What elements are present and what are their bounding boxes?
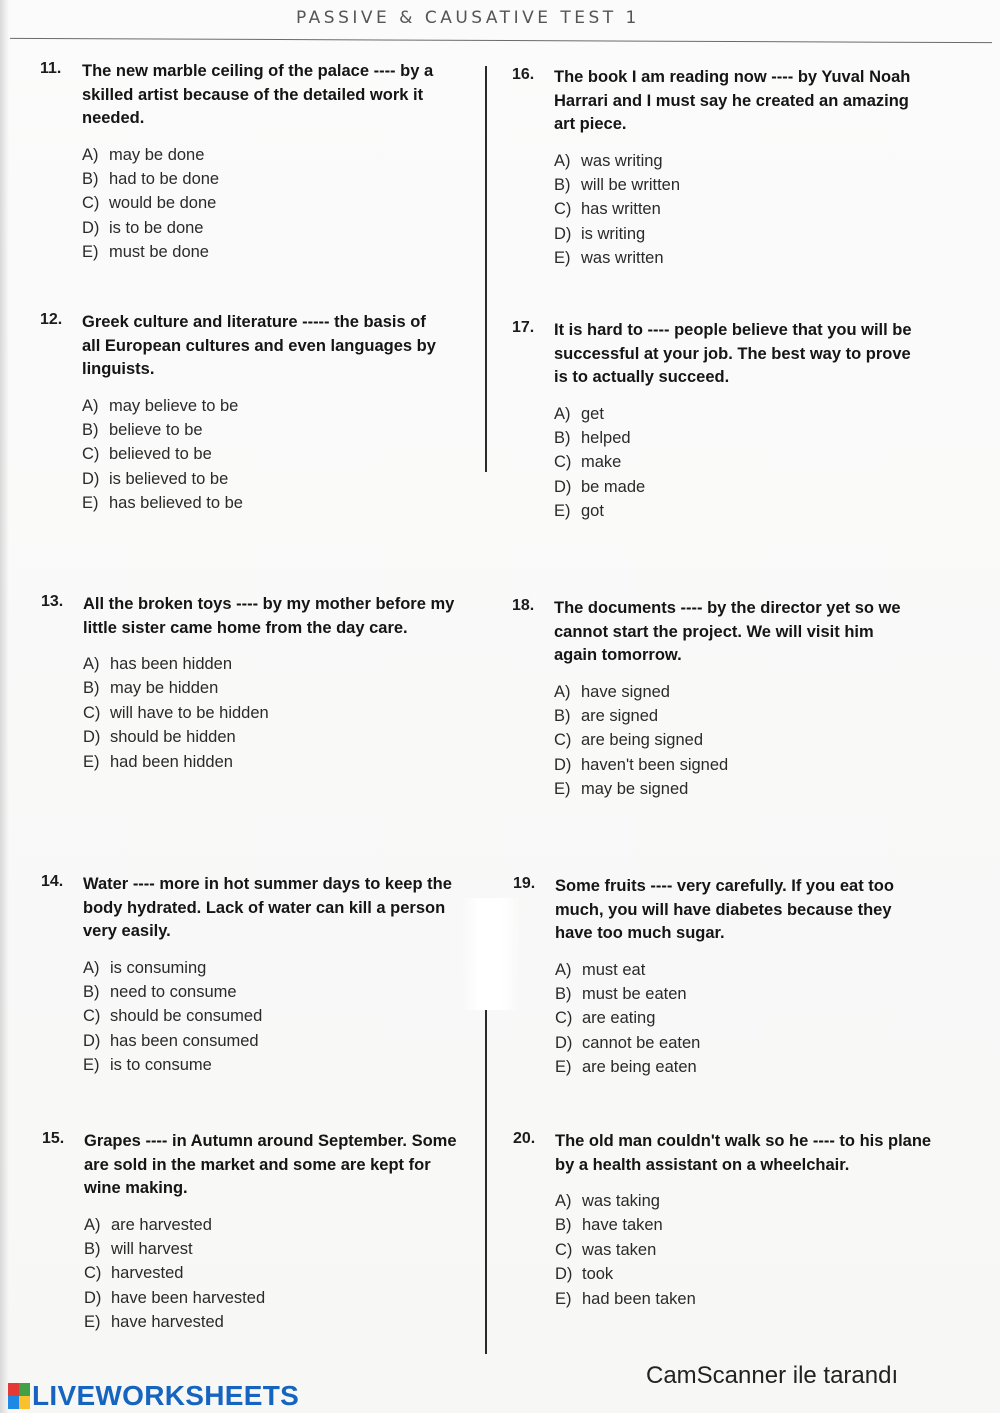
answer-option[interactable] xyxy=(554,499,922,523)
option-text: took xyxy=(582,1265,614,1284)
option-letter: B) xyxy=(554,175,571,194)
option-text: got xyxy=(581,502,604,521)
answer-option[interactable] xyxy=(555,1238,933,1262)
question-stem: The old man couldn't walk so he ---- to his plane by a health assistant on a wheelchair. xyxy=(555,1132,932,1174)
answer-option[interactable] xyxy=(554,173,912,197)
option-letter: A) xyxy=(554,682,571,701)
answer-option[interactable] xyxy=(555,1055,933,1079)
option-letter: E) xyxy=(82,243,99,262)
option-letter: C) xyxy=(82,194,100,213)
answer-options xyxy=(82,394,440,516)
option-text: was writing xyxy=(581,151,663,170)
option-letter: A) xyxy=(82,396,99,415)
answer-option[interactable] xyxy=(555,982,933,1006)
answer-option[interactable] xyxy=(555,1213,933,1237)
answer-option[interactable] xyxy=(554,680,912,704)
answer-option[interactable] xyxy=(555,1189,933,1213)
answer-option[interactable] xyxy=(82,191,465,215)
question-16 xyxy=(512,66,912,271)
answer-option[interactable] xyxy=(82,491,440,515)
option-letter: A) xyxy=(554,151,571,170)
camscanner-watermark: CamScanner ile tarandı xyxy=(646,1362,899,1389)
answer-options xyxy=(554,680,912,802)
answer-option[interactable] xyxy=(554,475,922,499)
answer-option[interactable] xyxy=(84,1286,462,1310)
option-text: believe to be xyxy=(109,420,203,439)
option-letter: B) xyxy=(554,428,571,447)
option-text: should be consumed xyxy=(110,1007,263,1026)
liveworksheets-brand-text: LIVEWORKSHEETS xyxy=(32,1380,300,1411)
answer-option[interactable] xyxy=(82,394,440,418)
answer-option[interactable] xyxy=(554,426,922,450)
question-stem: It is hard to ---- people believe that you will be successful at your job. The best way to prove is to actually succeed. xyxy=(554,321,912,386)
answer-option[interactable] xyxy=(82,216,465,240)
option-letter: A) xyxy=(555,1192,572,1210)
option-text: be made xyxy=(581,477,646,496)
option-text: is believed to be xyxy=(109,469,229,488)
answer-option[interactable] xyxy=(554,450,922,474)
option-text: was taking xyxy=(582,1192,660,1210)
option-text: may be hidden xyxy=(110,679,219,698)
option-text: believed to be xyxy=(109,445,212,464)
option-text: had been hidden xyxy=(110,752,233,771)
question-number: 14. xyxy=(41,873,64,890)
option-letter: E) xyxy=(554,502,571,521)
answer-option[interactable] xyxy=(555,958,933,982)
option-text: had to be done xyxy=(109,169,220,188)
option-text: was taken xyxy=(582,1240,657,1259)
option-text: has written xyxy=(581,200,661,219)
option-text: are eating xyxy=(582,1009,656,1028)
option-text: has been consumed xyxy=(110,1031,259,1050)
option-text: are being eaten xyxy=(582,1058,697,1077)
option-letter: C) xyxy=(554,731,572,750)
answer-option[interactable] xyxy=(84,1310,462,1334)
option-text: is to consume xyxy=(110,1056,212,1075)
question-11 xyxy=(40,60,465,265)
option-letter: A) xyxy=(554,404,571,423)
column-divider-bottom xyxy=(485,1008,487,1354)
option-letter: B) xyxy=(83,982,100,1001)
question-stem: Water ---- more in hot summer days to keep the body hydrated. Lack of water can kill a person very easily. xyxy=(83,875,452,940)
option-letter: E) xyxy=(82,494,99,513)
option-letter: C) xyxy=(555,1240,573,1259)
answer-option[interactable] xyxy=(83,980,471,1004)
option-letter: D) xyxy=(555,1265,573,1284)
option-letter: B) xyxy=(83,679,100,698)
option-text: have taken xyxy=(582,1216,663,1235)
option-letter: B) xyxy=(82,420,99,439)
answer-option[interactable] xyxy=(82,240,465,264)
question-stem: Greek culture and literature ----- the basis of all European cultures and even languages by linguists. xyxy=(82,313,436,378)
answer-option[interactable] xyxy=(84,1213,462,1237)
answer-option[interactable] xyxy=(83,701,461,725)
question-18 xyxy=(512,597,912,802)
answer-option[interactable] xyxy=(554,728,912,752)
answer-option[interactable] xyxy=(555,1262,933,1286)
question-stem: Some fruits ---- very carefully. If you eat too much, you will have diabetes because they have too much sugar. xyxy=(555,877,894,942)
answer-option[interactable] xyxy=(84,1261,462,1285)
question-number: 20. xyxy=(513,1130,536,1147)
option-text: have harvested xyxy=(111,1313,224,1332)
option-letter: C) xyxy=(554,453,572,472)
option-letter: E) xyxy=(84,1313,101,1332)
option-letter: A) xyxy=(555,960,572,979)
question-stem: The documents ---- by the director yet so we cannot start the project. We will visit him again tomorrow. xyxy=(554,599,901,664)
option-letter: C) xyxy=(555,1009,573,1028)
answer-option[interactable] xyxy=(83,725,461,749)
option-text: make xyxy=(581,453,622,472)
option-letter: D) xyxy=(554,224,572,243)
option-letter: B) xyxy=(555,1216,572,1235)
question-19 xyxy=(513,875,933,1080)
option-text: may be signed xyxy=(581,780,689,799)
liveworksheets-logo[interactable] xyxy=(8,1380,299,1412)
question-number: 12. xyxy=(40,311,63,328)
answer-option[interactable] xyxy=(82,418,440,442)
answer-option[interactable] xyxy=(554,704,912,728)
option-letter: C) xyxy=(554,200,572,219)
option-text: must be done xyxy=(109,243,209,262)
question-14 xyxy=(41,873,471,1078)
question-stem: The new marble ceiling of the palace ---- by a skilled artist because of the detailed work it needed. xyxy=(82,62,434,127)
answer-option[interactable] xyxy=(83,1004,471,1028)
answer-options xyxy=(555,958,933,1080)
option-letter: D) xyxy=(82,218,100,237)
question-13 xyxy=(41,593,461,774)
question-15 xyxy=(42,1130,462,1335)
option-text: are signed xyxy=(581,706,659,725)
option-text: have been harvested xyxy=(111,1288,266,1307)
option-text: has believed to be xyxy=(109,494,243,513)
header-rule xyxy=(10,38,992,43)
answer-option[interactable] xyxy=(555,1287,933,1311)
option-letter: D) xyxy=(82,469,100,488)
answer-options xyxy=(554,149,912,271)
answer-option[interactable] xyxy=(555,1031,933,1055)
option-letter: E) xyxy=(555,1289,572,1308)
option-text: have signed xyxy=(581,682,670,701)
answer-option[interactable] xyxy=(82,442,440,466)
option-text: may believe to be xyxy=(109,396,239,415)
scan-edge-shadow xyxy=(0,0,9,1413)
option-text: cannot be eaten xyxy=(582,1033,701,1052)
question-number: 16. xyxy=(512,66,535,83)
answer-option[interactable] xyxy=(554,777,912,801)
option-letter: E) xyxy=(83,1056,100,1075)
option-letter: E) xyxy=(555,1058,572,1077)
option-letter: D) xyxy=(554,755,572,774)
option-text: was written xyxy=(581,249,664,268)
answer-option[interactable] xyxy=(554,149,912,173)
option-letter: A) xyxy=(83,958,100,977)
answer-option[interactable] xyxy=(554,197,912,221)
question-number: 11. xyxy=(40,60,62,77)
option-letter: B) xyxy=(84,1239,101,1258)
option-letter: E) xyxy=(83,752,100,771)
option-text: is writing xyxy=(581,224,646,243)
option-letter: D) xyxy=(83,728,101,747)
option-text: is consuming xyxy=(110,958,207,977)
answer-option[interactable] xyxy=(83,676,461,700)
option-text: has been hidden xyxy=(110,655,233,673)
option-text: haven't been signed xyxy=(581,755,729,774)
answer-option[interactable] xyxy=(82,143,465,167)
option-text: must be eaten xyxy=(582,984,687,1003)
option-letter: E) xyxy=(554,249,571,268)
question-stem: The book I am reading now ---- by Yuval Noah Harrari and I must say he created an amazing art piece. xyxy=(554,68,911,133)
option-letter: D) xyxy=(84,1288,102,1307)
answer-option[interactable] xyxy=(83,1029,471,1053)
option-letter: B) xyxy=(555,984,572,1003)
answer-option[interactable] xyxy=(554,753,912,777)
answer-options xyxy=(83,652,461,774)
option-text: harvested xyxy=(111,1264,184,1283)
option-letter: C) xyxy=(84,1264,102,1283)
option-letter: B) xyxy=(554,706,571,725)
option-letter: D) xyxy=(83,1031,101,1050)
answer-option[interactable] xyxy=(554,246,912,270)
question-number: 15. xyxy=(42,1130,65,1147)
question-number: 18. xyxy=(512,597,535,614)
answer-option[interactable] xyxy=(84,1237,462,1261)
question-number: 19. xyxy=(513,875,536,892)
option-letter: C) xyxy=(83,703,101,722)
option-text: are being signed xyxy=(581,731,704,750)
option-letter: A) xyxy=(84,1215,101,1234)
option-text: must eat xyxy=(582,960,646,979)
option-letter: A) xyxy=(83,655,100,673)
answer-options xyxy=(555,1189,933,1311)
answer-option[interactable] xyxy=(554,222,912,246)
option-text: helped xyxy=(581,428,631,447)
question-number: 13. xyxy=(41,593,64,610)
answer-options xyxy=(84,1213,462,1335)
option-text: will be written xyxy=(581,175,681,194)
liveworksheets-icon xyxy=(8,1383,30,1409)
answer-option[interactable] xyxy=(555,1006,933,1030)
answer-option[interactable] xyxy=(82,467,440,491)
question-12 xyxy=(40,311,440,516)
answer-option[interactable] xyxy=(83,652,461,676)
option-letter: C) xyxy=(83,1007,101,1026)
option-letter: E) xyxy=(554,780,571,799)
option-text: may be done xyxy=(109,145,205,164)
option-text: is to be done xyxy=(109,218,204,237)
option-text: had been taken xyxy=(582,1289,696,1308)
option-letter: D) xyxy=(554,477,572,496)
question-20 xyxy=(513,1130,933,1311)
question-stem: Grapes ---- in Autumn around September. Some are sold in the market and some are kept for wine making. xyxy=(84,1132,457,1197)
question-number: 17. xyxy=(512,319,535,336)
column-divider-top xyxy=(485,66,487,472)
test-title: PASSIVE & CAUSATIVE TEST 1 xyxy=(296,8,640,28)
option-text: will harvest xyxy=(111,1239,193,1258)
option-text: get xyxy=(581,404,604,423)
option-text: are harvested xyxy=(111,1215,212,1234)
answer-option[interactable] xyxy=(83,956,471,980)
question-stem: All the broken toys ---- by my mother before my little sister came home from the day care. xyxy=(83,595,455,637)
option-text: would be done xyxy=(109,194,217,213)
option-letter: D) xyxy=(555,1033,573,1052)
question-17 xyxy=(512,319,922,524)
answer-options xyxy=(83,956,471,1078)
answer-option[interactable] xyxy=(82,167,465,191)
option-text: need to consume xyxy=(110,982,237,1001)
answer-options xyxy=(82,143,465,265)
option-letter: A) xyxy=(82,145,99,164)
answer-option[interactable] xyxy=(83,750,461,774)
option-text: should be hidden xyxy=(110,728,236,747)
answer-option[interactable] xyxy=(554,402,922,426)
answer-options xyxy=(554,402,922,524)
option-letter: C) xyxy=(82,445,100,464)
answer-option[interactable] xyxy=(83,1053,471,1077)
option-text: will have to be hidden xyxy=(110,703,269,722)
option-letter: B) xyxy=(82,169,99,188)
